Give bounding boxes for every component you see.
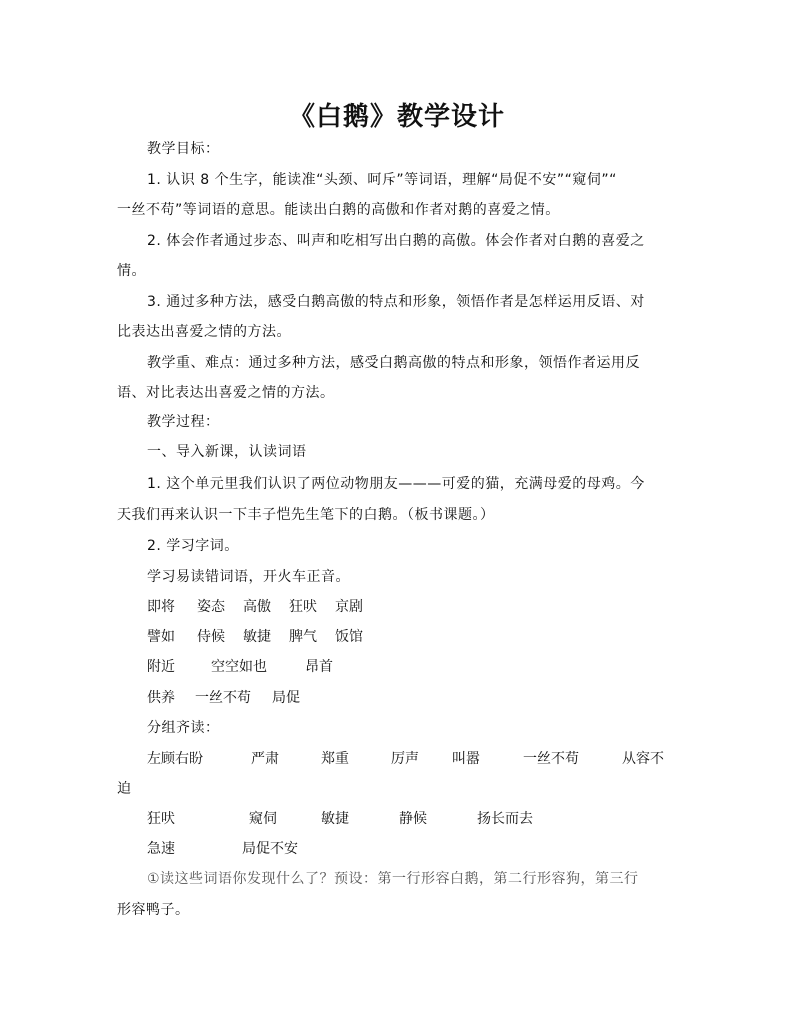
word: 狂吠	[147, 811, 175, 827]
group-reading-heading: 分组齐读：	[147, 720, 220, 736]
word: 附近	[147, 659, 175, 675]
word: 狂吠	[289, 599, 317, 615]
word: 扬长而去	[477, 811, 533, 827]
word: 脾气	[289, 629, 317, 645]
word: 从容不	[622, 751, 664, 767]
intro-line1: 1. 这个单元里我们认识了两位动物朋友———可爱的猫，充满母爱的母鸡。今	[147, 476, 645, 492]
word: 一丝不苟	[523, 751, 579, 767]
word: 一丝不苟	[195, 690, 251, 706]
question1-line1: ①读这些词语你发现什么了？预设：第一行形容白鹅，第二行形容狗，第三行	[147, 871, 639, 887]
word: 厉声	[391, 751, 419, 767]
word: 窥伺	[249, 811, 277, 827]
word: 敏捷	[243, 629, 271, 645]
step2-heading: 2. 学习字词。	[147, 538, 239, 554]
word: 空空如也	[211, 659, 267, 675]
word: 供养	[147, 690, 175, 706]
step2-text: 学习易读错词语，开火车正音。	[147, 569, 350, 585]
word: 姿态	[197, 599, 225, 615]
word: 即将	[147, 599, 175, 615]
section1-heading: 一、导入新课，认读词语	[147, 444, 307, 460]
word: 左顾右盼	[147, 751, 203, 767]
goal1-line1: 1. 认识 8 个生字，能读准“头颈、呵斥”等词语，理解“局促不安”“窥伺”“	[147, 172, 617, 188]
key-points-line1: 教学重、难点：通过多种方法，感受白鹅高傲的特点和形象，领悟作者运用反	[147, 355, 640, 371]
goal2-line2: 情。	[117, 263, 146, 279]
group-row-1-wrap: 迫	[117, 781, 132, 797]
key-points-line2: 语、对比表达出喜爱之情的方法。	[117, 385, 335, 401]
goal1-line2: 一丝不苟”等词语的意思。能读出白鹅的高傲和作者对鹅的喜爱之情。	[117, 202, 560, 218]
word: 急速	[147, 841, 175, 857]
word: 郑重	[321, 751, 349, 767]
word: 严肃	[251, 751, 279, 767]
word: 侍候	[197, 629, 225, 645]
word: 譬如	[147, 629, 175, 645]
word: 昂首	[305, 659, 333, 675]
word: 叫嚣	[452, 751, 480, 767]
question1-line2: 形容鸭子。	[117, 902, 190, 918]
intro-line2: 天我们再来认识一下丰子恺先生笔下的白鹅。（板书课题。）	[117, 507, 495, 523]
word: 静候	[399, 811, 427, 827]
word: 京剧	[335, 599, 363, 615]
goals-heading: 教学目标：	[147, 141, 220, 157]
process-heading: 教学过程：	[147, 414, 220, 430]
goal3-line2: 比表达出喜爱之情的方法。	[117, 324, 291, 340]
goal2-line1: 2. 体会作者通过步态、叫声和吃相写出白鹅的高傲。体会作者对白鹅的喜爱之	[147, 233, 645, 249]
word: 敏捷	[321, 811, 349, 827]
word: 高傲	[243, 599, 271, 615]
word: 饭馆	[335, 629, 363, 645]
word: 局促不安	[242, 841, 298, 857]
word: 局促	[272, 690, 300, 706]
goal3-line1: 3. 通过多种方法，感受白鹅高傲的特点和形象，领悟作者是怎样运用反语、对	[147, 294, 645, 310]
document-title: 《白鹅》教学设计	[288, 102, 505, 132]
